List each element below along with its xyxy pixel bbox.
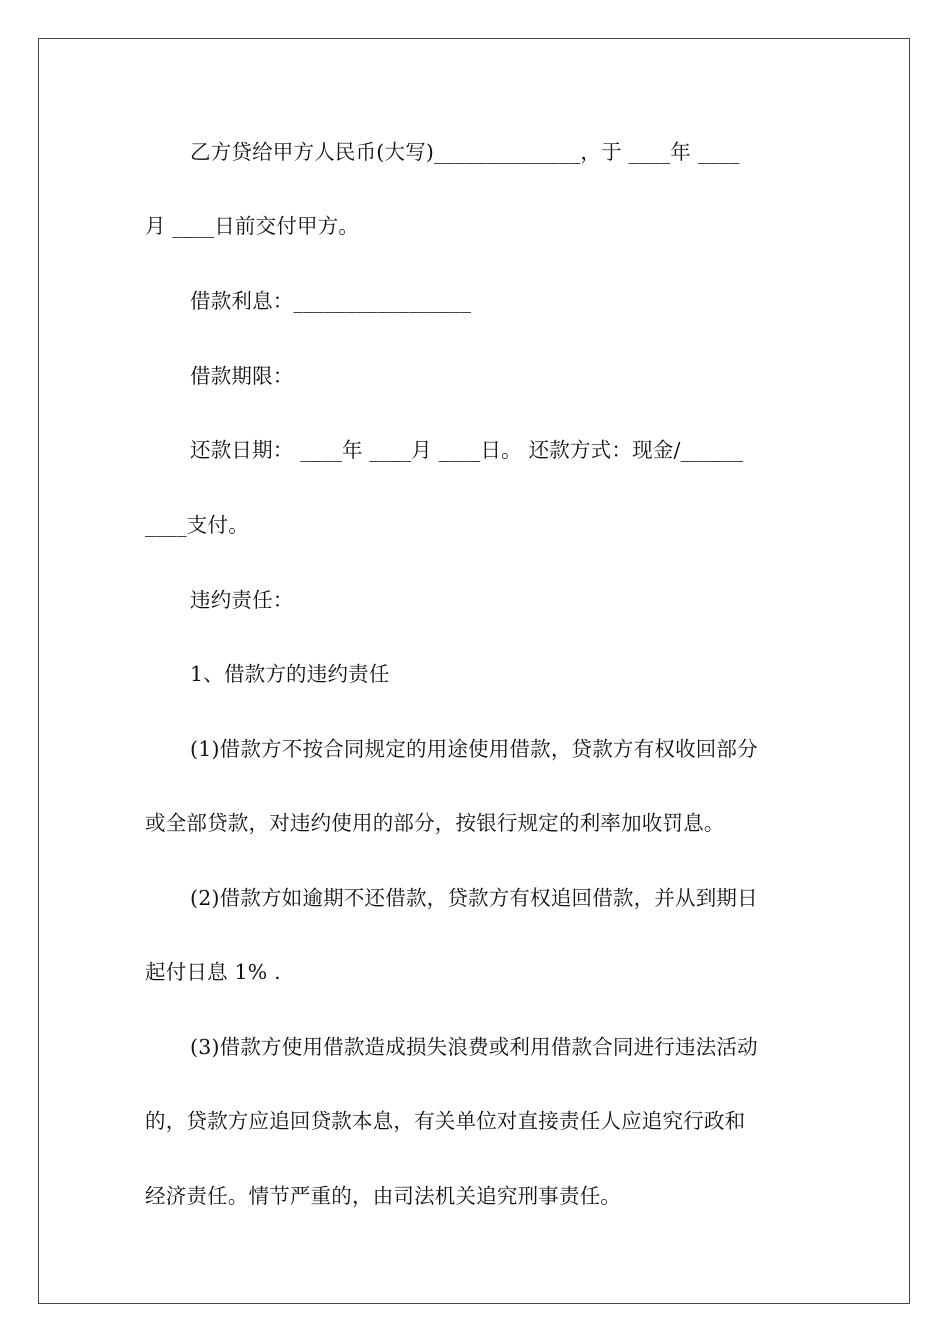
- clause-2-line-1: (2)借款方如逾期不还借款，贷款方有权追回借款，并从到期日: [190, 886, 758, 910]
- heading-liability: 违约责任：: [190, 588, 294, 612]
- heading-borrower-liability: 1、借款方的违约责任: [190, 662, 390, 686]
- clause-3-line-3: 经济责任。情节严重的，由司法机关追究刑事责任。: [145, 1184, 622, 1208]
- paragraph-interest: 借款利息：_________________: [190, 289, 472, 313]
- clause-3-line-1: (3)借款方使用借款造成损失浪费或利用借款合同进行违法活动: [190, 1035, 758, 1059]
- paragraph-repayment-date: 还款日期： ____年 ____月 ____日。 还款方式：现金/______: [190, 438, 744, 462]
- paragraph-loan-amount: 乙方贷给甲方人民币(大写)______________，于 ____年 ____: [190, 140, 740, 164]
- clause-3-line-2: 的，贷款方应追回贷款本息，有关单位对直接责任人应追究行政和: [145, 1109, 746, 1133]
- paragraph-loan-amount-cont: 月 ____日前交付甲方。: [145, 214, 360, 238]
- paragraph-repayment-date-cont: ____支付。: [145, 513, 249, 537]
- clause-2-line-2: 起付日息 1% .: [145, 960, 281, 984]
- clause-1-line-2: 或全部贷款，对违约使用的部分，按银行规定的利率加收罚息。: [145, 811, 725, 835]
- paragraph-term: 借款期限：: [190, 364, 294, 388]
- clause-1-line-1: (1)借款方不按合同规定的用途使用借款，贷款方有权收回部分: [190, 737, 758, 761]
